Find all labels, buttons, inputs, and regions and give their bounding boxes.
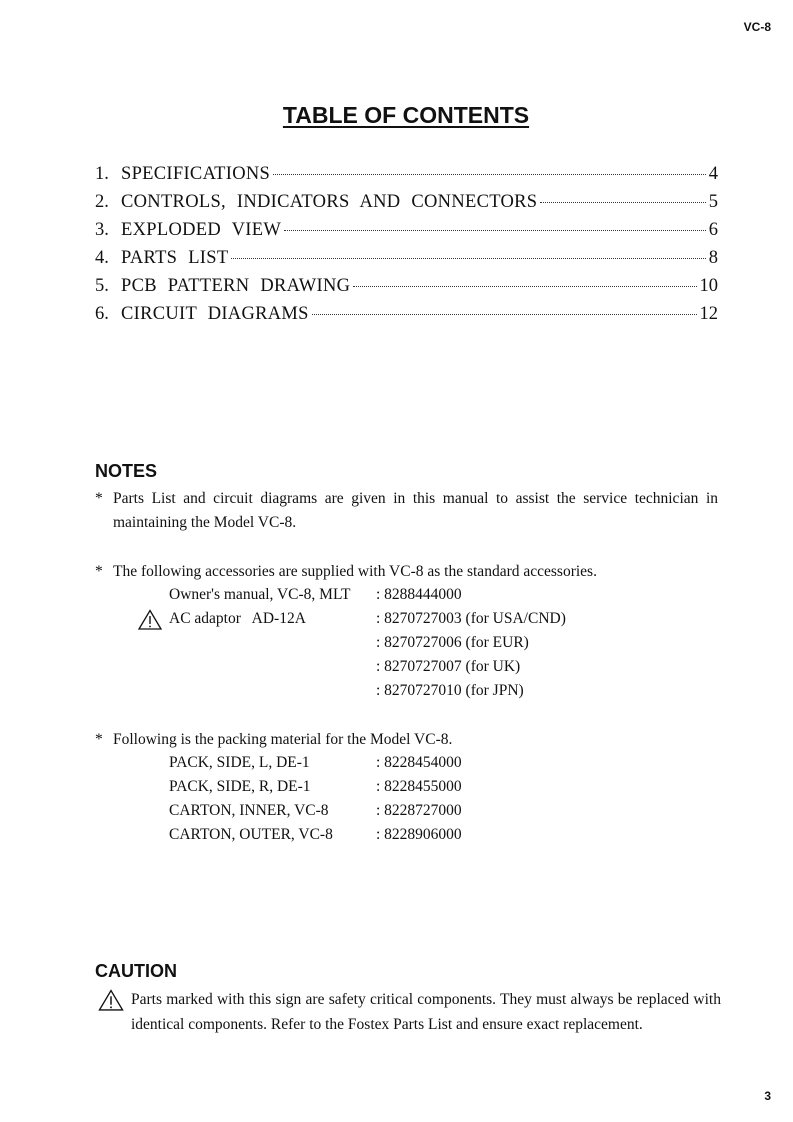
toc-item-number: 4. <box>95 248 109 268</box>
caution-heading: CAUTION <box>95 961 177 981</box>
caution-text: Parts marked with this sign are safety critical components. They must always be replaced with identical components. Refer to the Fostex Parts List and ensure exact replacement. <box>131 991 721 1033</box>
toc-item-page: 10 <box>699 276 718 296</box>
toc-leader-dots <box>353 286 696 287</box>
toc-item[interactable] <box>95 164 718 192</box>
packing-table <box>169 751 462 847</box>
part-name: AC adaptor AD-12A <box>169 610 306 627</box>
toc-leader-dots <box>284 230 706 231</box>
toc-item-label: PCB PATTERN DRAWING <box>121 276 351 296</box>
toc-item[interactable] <box>95 192 718 220</box>
note-text: The following accessories are supplied with VC-8 as the standard accessories. <box>113 563 597 580</box>
toc-item-number: 6. <box>95 304 109 324</box>
page-number: 3 <box>764 1089 771 1103</box>
toc-item[interactable] <box>95 304 718 332</box>
toc-leader-dots <box>231 258 705 259</box>
note-item <box>95 487 718 535</box>
part-code: : 8288444000 <box>376 586 462 603</box>
note-item <box>95 728 718 752</box>
toc-item[interactable] <box>95 220 718 248</box>
note-item <box>95 560 718 584</box>
note-text: Following is the packing material for the Model VC-8. <box>113 731 453 748</box>
table-of-contents <box>95 164 718 332</box>
toc-item-number: 2. <box>95 192 109 212</box>
toc-item[interactable] <box>95 248 718 276</box>
table-row <box>169 655 566 679</box>
part-name: PACK, SIDE, R, DE-1 <box>169 778 311 795</box>
part-code: : 8270727007 (for UK) <box>376 658 521 675</box>
toc-item-page: 6 <box>708 220 718 240</box>
toc-item-label: EXPLODED VIEW <box>121 220 282 240</box>
accessories-table <box>169 583 566 703</box>
part-code: : 8228906000 <box>376 826 462 843</box>
warning-triangle-icon <box>98 989 124 1011</box>
part-code: : 8228727000 <box>376 802 462 819</box>
part-name-cell <box>169 609 376 630</box>
header-model: VC-8 <box>743 20 771 34</box>
warning-triangle-icon <box>138 609 162 630</box>
note-text: Parts List and circuit diagrams are given in this manual to assist the service technician in maintaining the Model VC-8. <box>113 490 718 531</box>
table-row <box>169 775 462 799</box>
notes-heading: NOTES <box>95 461 158 481</box>
toc-item-number: 3. <box>95 220 109 240</box>
table-row <box>169 751 462 775</box>
toc-item-label: PARTS LIST <box>121 248 229 268</box>
toc-item-label: SPECIFICATIONS <box>121 164 271 184</box>
table-row <box>169 631 566 655</box>
toc-item-page: 8 <box>708 248 718 268</box>
table-row <box>169 799 462 823</box>
toc-leader-dots <box>540 202 705 203</box>
part-name: CARTON, OUTER, VC-8 <box>169 826 333 843</box>
toc-item-label: CONTROLS, INDICATORS AND CONNECTORS <box>121 192 538 212</box>
toc-item-page: 5 <box>708 192 718 212</box>
note-bullet: * <box>95 731 103 748</box>
page-title: TABLE OF CONTENTS <box>282 102 530 128</box>
toc-leader-dots <box>312 314 697 315</box>
toc-item-page: 4 <box>708 164 718 184</box>
note-bullet: * <box>95 490 103 507</box>
part-code: : 8270727010 (for JPN) <box>376 682 524 699</box>
table-row <box>169 583 566 607</box>
table-row <box>169 607 566 631</box>
part-code: : 8228454000 <box>376 754 462 771</box>
toc-item-label: CIRCUIT DIAGRAMS <box>121 304 309 324</box>
table-row <box>169 823 462 847</box>
note-bullet: * <box>95 563 103 580</box>
part-name: Owner's manual, VC-8, MLT <box>169 586 351 603</box>
toc-item-number: 1. <box>95 164 109 184</box>
part-name: PACK, SIDE, L, DE-1 <box>169 754 310 771</box>
part-code: : 8228455000 <box>376 778 462 795</box>
toc-leader-dots <box>273 174 706 175</box>
toc-item-number: 5. <box>95 276 109 296</box>
part-code: : 8270727006 (for EUR) <box>376 634 529 651</box>
part-code: : 8270727003 (for USA/CND) <box>376 610 566 627</box>
table-row <box>169 679 566 703</box>
toc-item-page: 12 <box>699 304 718 324</box>
part-name: CARTON, INNER, VC-8 <box>169 802 329 819</box>
toc-item[interactable] <box>95 276 718 304</box>
